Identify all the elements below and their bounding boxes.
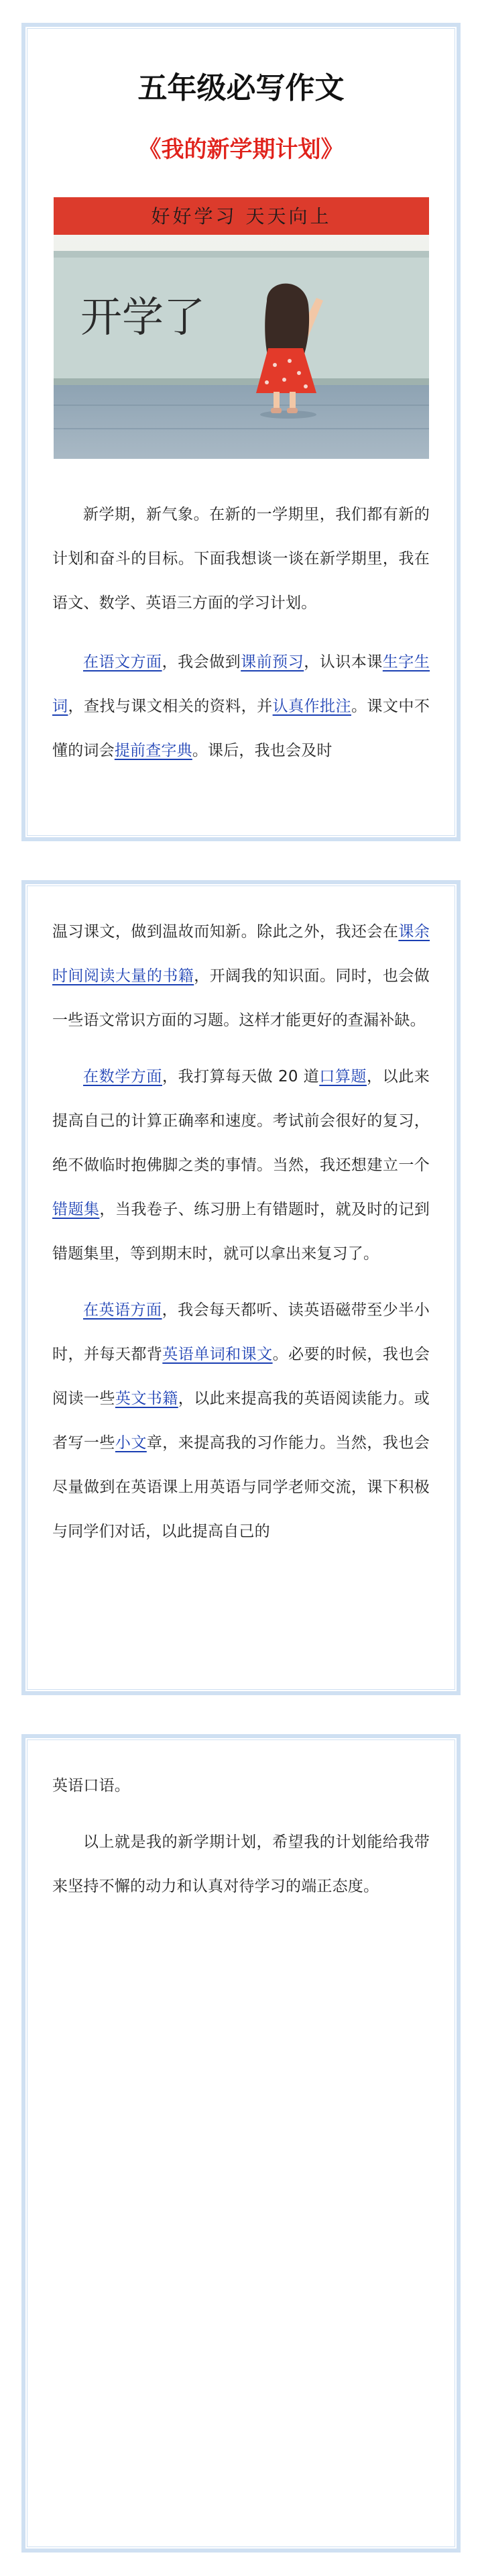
text-run: ，我会每天都听、读英语磁带至少半小时，并每天都背	[52, 1301, 430, 1363]
text-run: 。必要的时候，我也会阅读一些	[52, 1346, 430, 1407]
highlighted-phrase: 在数学方面	[83, 1068, 162, 1085]
paragraph-math-plan	[52, 1055, 430, 1276]
text-run: ，我会做到	[162, 653, 241, 671]
highlighted-phrase: 生字生词	[52, 653, 430, 715]
paragraph-conclusion: 以上就是我的新学期计划，希望我的计划能给我带来坚持不懈的动力和认真对待学习的端正态度。	[52, 1833, 430, 1895]
text-run: ，开阔我的知识面。同时，也会做一些语文常识方面的习题。这样才能更好的查漏补缺。	[52, 967, 430, 1029]
highlighted-phrase: 课余时间阅读大量的书籍	[52, 923, 430, 985]
highlighted-phrase: 英语单词和课文	[162, 1346, 273, 1363]
paragraph-intro: 新学期，新气象。在新的一学期里，我们都有新的计划和奋斗的目标。下面我想谈一谈在新学期里，我在语文、数学、英语三方面的学习计划。	[52, 506, 430, 612]
paragraph-chinese-plan	[52, 640, 430, 773]
highlighted-phrase: 小文	[115, 1434, 147, 1452]
text-run: 。课文中不懂的词会	[52, 698, 430, 759]
text-run: 章，来提高我的习作能力。当然，我也会尽量做到在英语课上用英语与同学老师交流，课下积极与同学们对话，以此提高自己的	[52, 1434, 430, 1540]
paragraph-chinese-continued	[52, 910, 430, 1042]
floor	[54, 385, 429, 459]
text-run: ，以此来提高自己的计算正确率和速度。考试前会很好的复习，绝不做临时抱佛脚之类的事情。当然，我还想建立一个	[52, 1068, 430, 1174]
text-run: ，我打算每天做 20 道	[162, 1068, 320, 1085]
highlighted-phrase: 错题集	[52, 1201, 100, 1218]
essay-page-1	[21, 23, 461, 841]
text-run: ，当我卷子、练习册上有错题时，就及时的记到错题集里，等到期末时，就可以拿出来复习了。	[52, 1201, 430, 1263]
text-run: 温习课文，做到温故而知新。除此之外，我还会在	[52, 923, 399, 941]
text-run: ，以此来提高我的英语阅读能力。或者写一些	[52, 1390, 430, 1452]
essay-page-3	[21, 1734, 461, 2553]
board-text: 开学了	[80, 292, 205, 341]
text-run: ，查找与课文相关的资料，并	[68, 698, 273, 715]
highlighted-phrase: 在语文方面	[83, 653, 162, 671]
highlighted-phrase: 在英语方面	[83, 1301, 162, 1319]
essay-page-2	[21, 880, 461, 1695]
text-run: 。课后，我也会及时	[192, 742, 333, 759]
highlighted-phrase: 口算题	[319, 1068, 367, 1085]
highlighted-phrase: 认真作批注	[272, 698, 351, 715]
highlighted-phrase: 提前查字典	[114, 742, 192, 759]
back-to-school-illustration	[54, 197, 429, 459]
text-run: ，认识本课	[304, 653, 383, 671]
page-title: 五年级必写作文	[137, 71, 345, 105]
banner-text: 好好学习 天天向上	[151, 205, 331, 227]
paragraph-english-continued: 英语口语。	[52, 1777, 130, 1794]
highlighted-phrase: 课前预习	[241, 653, 304, 671]
paragraph-english-plan	[52, 1288, 430, 1554]
highlighted-phrase: 英文书籍	[115, 1390, 178, 1407]
essay-subtitle: 《我的新学期计划》	[138, 136, 344, 163]
